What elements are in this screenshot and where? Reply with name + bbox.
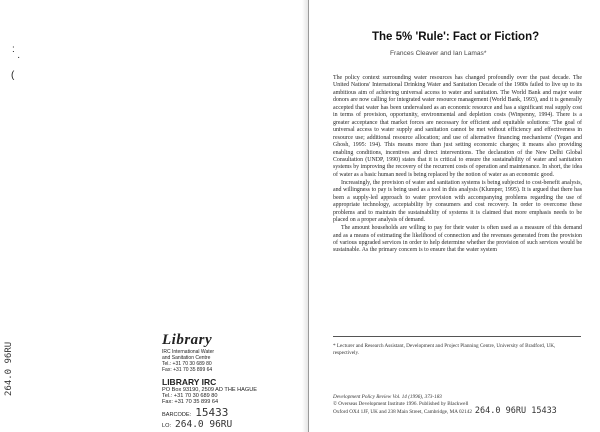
lo-handwritten-value: 264.0 96RU — [175, 419, 233, 430]
barcode-label: BARCODE: — [162, 412, 192, 418]
library-stamp-address-line: Tel.: +31 70 30 689 80 — [162, 393, 218, 399]
lo-label: LO: — [162, 423, 172, 429]
article-body — [333, 75, 582, 255]
left-page-mark: ( — [11, 70, 15, 81]
library-stamp-address-line: PO Box 93190, 2509 AD THE HAGUE — [162, 387, 258, 393]
library-stamp-org-line: Tel.: +31 70 30 689 80 — [162, 361, 212, 367]
article-authors: Frances Cleaver and Ian Lamas* — [390, 50, 487, 57]
library-stamp-org-line: and Sanitation Centre — [162, 355, 211, 361]
page-divider — [308, 0, 309, 432]
footnote-rule — [333, 336, 581, 337]
library-stamp-heading: LIBRARY IRC — [162, 377, 217, 387]
library-stamp-org-line: IRC International Water — [162, 349, 215, 355]
barcode-handwritten-value: 15433 — [195, 406, 229, 419]
footnote: * Lecturer and Research Assistant, Development and Project Planning Centre, University of Bradford, UK, respectively. — [333, 343, 556, 356]
rotated-handwritten-code: 264.0 96RU — [4, 341, 14, 396]
library-stamp — [162, 332, 272, 430]
body-paragraph: Increasingly, the provision of water and sanitation systems is being subjected to cost-benefit analysis, and willingness to pay is being used as a tool in this analysis (Klumper, 1995). It is argued that there has been a supply-led approach to water provision with accompanying problems regarding the use of appropriate technology, acceptability by consumers and cost recovery. In order to overcome these problems and to maintain the sustainability of systems it is claimed that more emphasis needs to be placed on a proper analysis of demand. — [333, 179, 582, 224]
library-stamp-address-line: Fax: +31 70 35 899 64 — [162, 399, 219, 405]
publication-info-line: Oxford OX4 1JF, UK and 238 Main Street, Cambridge, MA 02142 — [333, 409, 472, 416]
publication-info-line: Development Policy Review Vol. 14 (1996), 373-183 — [333, 394, 442, 400]
body-paragraph: The amount households are willing to pay for their water is often used as a measure of this demand and as a means of estimating the likelihood of connection and the revenues generated from the provision of various upgraded services in order to help determine whether the provision of such services would be sustainable. As the primary concern is to ensure that the water system — [333, 225, 582, 254]
publication-info — [333, 394, 595, 417]
publication-info-line: © Overseas Development Institute 1996. Published by Blackwell — [333, 401, 469, 408]
body-paragraph: The policy context surrounding water resources has changed profoundly over the past decade. The United Nations' International Drinking Water and Sanitation Decade of the 1980s failed to live up to its ambitious aim of achieving universal access to water and sanitation. The World Bank and major water donors are now calling for integrated water resource management (World Bank, 1993), and it is generally accepted that water has been undervalued as an economic resource and has a significant real supply cost in terms of provision, opportunity, environmental and depletion costs (Winpenny, 1994). There is a greater acceptance that market forces are necessary for efficient and equitable solutions: 'The goal of universal access to water supply and sanitation cannot be met without efficiency and effectiveness in resource use; additional resource allocation; and use of alternative financing mechanisms' (Yegan and Ghosh, 1995: 194). This means more than just setting economic charges; it means also providing enabling conditions, incentives and direct interventions. The declaration of the New Delhi Global Consultation (UNDP, 1990) states that it is critical to ensure the sustainability of water and sanitation systems by improving the recovery of the recurrent costs of operation and maintenance. In short, the idea of water as a basic human need is being replaced by the notion of water as an economic good. — [333, 75, 582, 178]
article-title: The 5% 'Rule': Fact or Fiction? — [372, 31, 540, 43]
library-stamp-name: Library — [162, 332, 213, 348]
library-stamp-org-line: Fax: +31 70 35 899 64 — [162, 367, 213, 373]
left-page-mark: · — [17, 52, 21, 63]
handwritten-code: 264.0 96RU 15433 — [474, 406, 557, 417]
left-page-mark: : — [12, 44, 15, 55]
